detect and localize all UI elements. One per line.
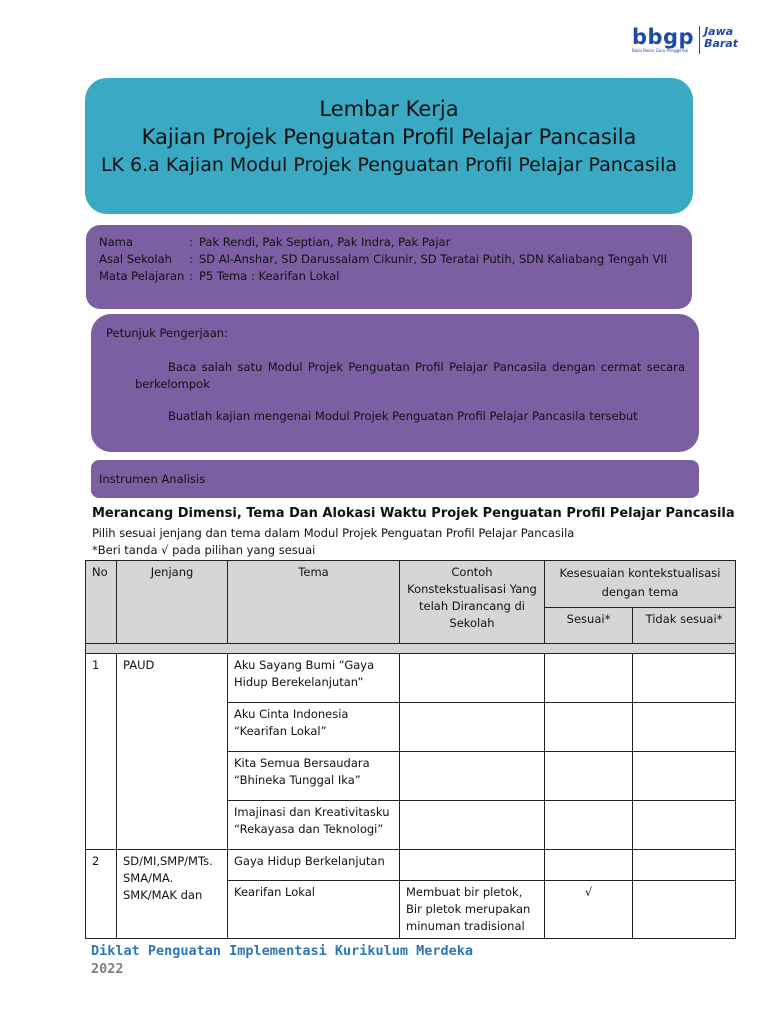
nama-label: Nama — [99, 235, 133, 249]
nama-colon: : — [189, 235, 193, 249]
section-subtitle: Pilih sesuai jenjang dan tema dalam Modul Projek Penguatan Profil Pelajar Pancasila — [92, 526, 575, 540]
title-box — [85, 78, 693, 214]
info-row-mapel — [99, 269, 339, 283]
row2-sesuai-1[interactable] — [545, 850, 633, 881]
sekolah-label: Asal Sekolah — [99, 252, 172, 266]
table-row — [86, 654, 736, 703]
header-tidak-sesuai: Tidak sesuai* — [633, 607, 736, 643]
row1-tema-4: Imajinasi dan Kreativitasku “Rekayasa dan Teknologi” — [228, 801, 400, 850]
row2-tema-1: Gaya Hidup Berkelanjutan — [228, 850, 400, 881]
row1-contoh-4[interactable] — [400, 801, 545, 850]
section-note: *Beri tanda √ pada pilihan yang sesuai — [92, 543, 316, 557]
header-no: No — [86, 561, 117, 644]
row1-contoh-1[interactable] — [400, 654, 545, 703]
row1-no: 1 — [86, 654, 117, 850]
row1-tema-1: Aku Sayang Bumi “Gaya Hidup Berekelanjutan” — [228, 654, 400, 703]
row2-jenjang: SD/MI,SMP/MTs. SMA/MA. SMK/MAK dan — [117, 850, 228, 939]
petunjuk-title: Petunjuk Pengerjaan: — [106, 326, 228, 340]
row1-tema-2: Aku Cinta Indonesia “Kearifan Lokal” — [228, 703, 400, 752]
row2-contoh-1[interactable] — [400, 850, 545, 881]
row1-tidak-3[interactable] — [633, 752, 736, 801]
row1-tidak-2[interactable] — [633, 703, 736, 752]
mapel-label: Mata Pelajaran — [99, 269, 185, 283]
analysis-table — [85, 560, 736, 939]
row1-jenjang: PAUD — [117, 654, 228, 850]
title-line-1: Lembar Kerja — [319, 97, 459, 121]
logo-tagline: Balai Besar Guru Penggerak — [631, 48, 689, 53]
footer-year: 2022 — [91, 961, 124, 977]
info-box — [86, 225, 692, 309]
row1-tema-3: Kita Semua Bersaudara “Bhineka Tunggal Ika” — [228, 752, 400, 801]
row1-sesuai-4[interactable] — [545, 801, 633, 850]
gap-cell — [86, 644, 736, 654]
title-line-3: LK 6.a Kajian Modul Projek Penguatan Profil Pelajar Pancasila — [100, 154, 678, 176]
table-header-row — [86, 561, 736, 608]
info-row-nama — [99, 235, 450, 249]
table-gap-row — [86, 644, 736, 654]
header-jenjang: Jenjang — [117, 561, 228, 644]
sekolah-value: SD Al-Anshar, SD Darussalam Cikunir, SD Teratai Putih, SDN Kaliabang Tengah VII — [199, 252, 668, 266]
row1-contoh-3[interactable] — [400, 752, 545, 801]
row2-tidak-2[interactable] — [633, 881, 736, 939]
title-line-2: Kajian Projek Penguatan Profil Pelajar Pancasila — [141, 125, 637, 149]
logo-word: bbgp — [631, 25, 695, 49]
row1-tidak-1[interactable] — [633, 654, 736, 703]
info-row-sekolah — [99, 252, 667, 266]
logo-region-2: Barat — [704, 37, 738, 50]
petunjuk-paragraph-1: Baca salah satu Modul Projek Penguatan Profil Pelajar Pancasila dengan cermat secara berkelompok — [135, 360, 685, 391]
row1-tidak-4[interactable] — [633, 801, 736, 850]
footer-title: Diklat Penguatan Implementasi Kurikulum Merdeka — [91, 943, 474, 959]
petunjuk-paragraph-2: Buatlah kajian mengenai Modul Projek Penguatan Profil Pelajar Pancasila tersebut — [168, 409, 638, 423]
bbgp-logo — [632, 26, 738, 54]
logo-divider — [699, 26, 700, 54]
row1-sesuai-3[interactable] — [545, 752, 633, 801]
section-heading: Merancang Dimensi, Tema Dan Alokasi Waktu Projek Penguatan Profil Pelajar Pancasila — [92, 506, 735, 521]
header-tema: Tema — [228, 561, 400, 644]
row1-sesuai-2[interactable] — [545, 703, 633, 752]
header-sesuai: Sesuai* — [545, 607, 633, 643]
mapel-value: P5 Tema : Kearifan Lokal — [199, 269, 340, 283]
row1-contoh-2[interactable] — [400, 703, 545, 752]
row1-sesuai-1[interactable] — [545, 654, 633, 703]
row2-tema-2: Kearifan Lokal — [228, 881, 400, 939]
row2-contoh-2[interactable]: Membuat bir pletok, Bir pletok merupakan minuman tradisional — [400, 881, 545, 939]
header-kesesuaian: Kesesuaian kontekstualisasi dengan tema — [545, 561, 736, 608]
row2-tidak-1[interactable] — [633, 850, 736, 881]
logo-region-1: Jawa — [704, 25, 734, 38]
petunjuk-box — [91, 314, 699, 452]
nama-value: Pak Rendi, Pak Septian, Pak Indra, Pak Pajar — [199, 235, 451, 249]
row2-no: 2 — [86, 850, 117, 939]
row2-sesuai-2[interactable]: √ — [545, 881, 633, 939]
table-row — [86, 850, 736, 881]
mapel-colon: : — [189, 269, 193, 283]
sekolah-colon: : — [189, 252, 193, 266]
instrumen-label: Instrumen Analisis — [99, 472, 206, 486]
header-contoh: Contoh Konstekstualisasi Yang telah Dirancang di Sekolah — [400, 561, 545, 644]
instrumen-box — [91, 460, 699, 498]
